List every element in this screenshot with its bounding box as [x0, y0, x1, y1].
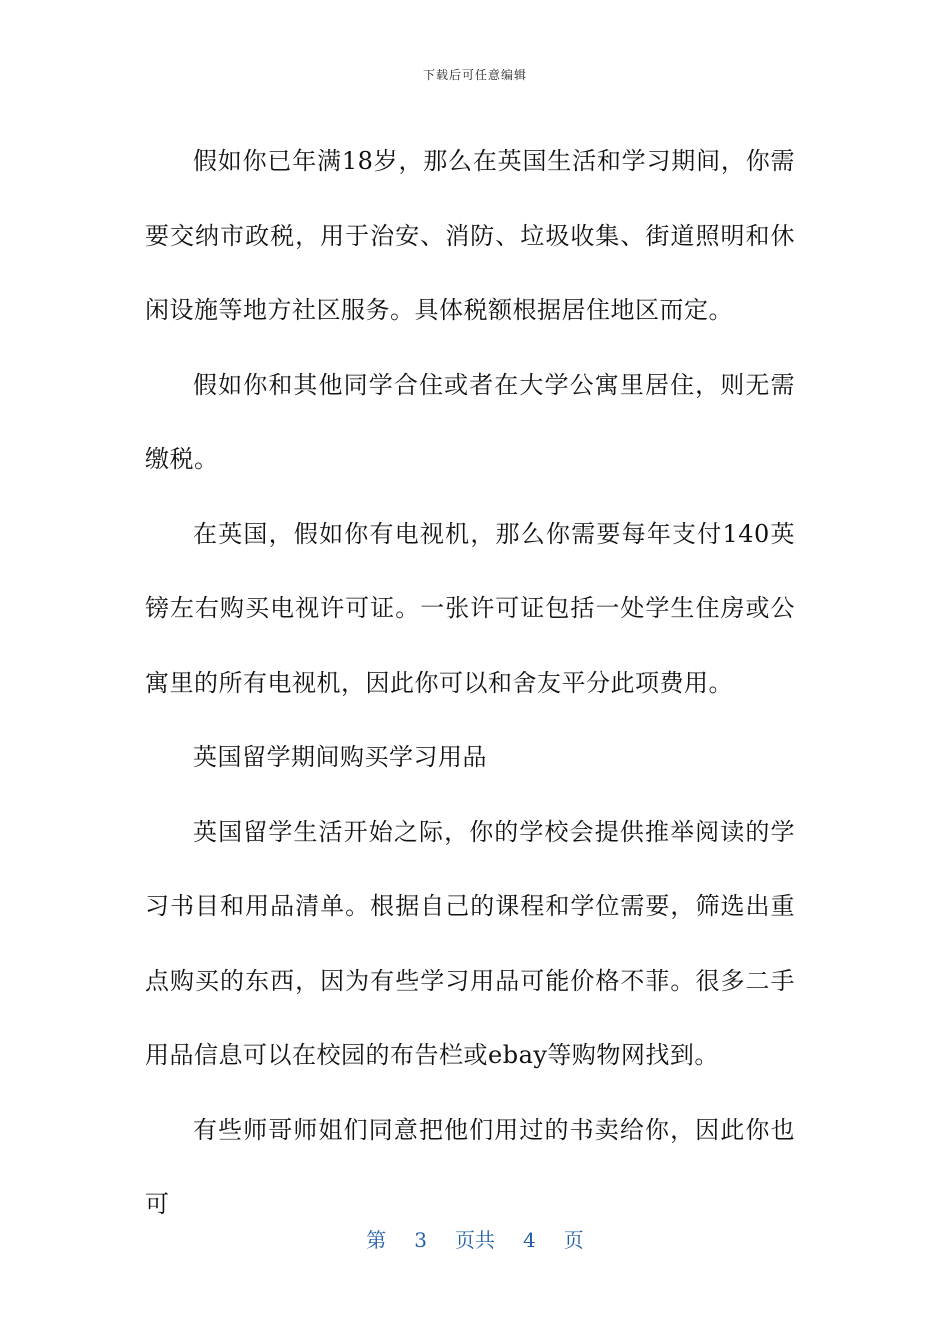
document-body — [145, 124, 795, 1242]
paragraph-tv-license: 在英国，假如你有电视机，那么你需要每年支付140英镑左右购买电视许可证。一张许可证包括一处学生住房或公寓里的所有电视机，因此你可以和舍友平分此项费用。 — [145, 519, 795, 697]
paragraph-used-books: 有些师哥师姐们同意把他们用过的书卖给你，因此你也可 — [145, 1115, 795, 1218]
footer-middle: 页共 — [455, 1228, 495, 1252]
section-heading-study-supplies: 英国留学期间购买学习用品 — [193, 743, 487, 771]
paragraph-council-tax: 假如你已年满18岁，那么在英国生活和学习期间，你需要交纳市政税，用于治安、消防、垃圾收集、街道照明和休闲设施等地方社区服务。具体税额根据居住地区而定。 — [145, 147, 795, 324]
paragraph-shared-housing: 假如你和其他同学合住或者在大学公寓里居住，则无需缴税。 — [145, 370, 795, 473]
footer-current-page: 3 — [414, 1228, 427, 1252]
footer-total-pages: 4 — [523, 1228, 536, 1252]
footer-prefix: 第 — [366, 1228, 387, 1252]
page-header: 下载后可任意编辑 — [422, 68, 527, 82]
footer-suffix: 页 — [563, 1228, 584, 1252]
paragraph-book-list: 英国留学生活开始之际，你的学校会提供推举阅读的学习书目和用品清单。根据自己的课程和学位需要，筛选出重点购买的东西，因为有些学习用品可能价格不菲。很多二手用品信息可以在校园的布告栏或ebay等购物网找到。 — [145, 817, 795, 1069]
page-footer — [0, 1224, 950, 1253]
